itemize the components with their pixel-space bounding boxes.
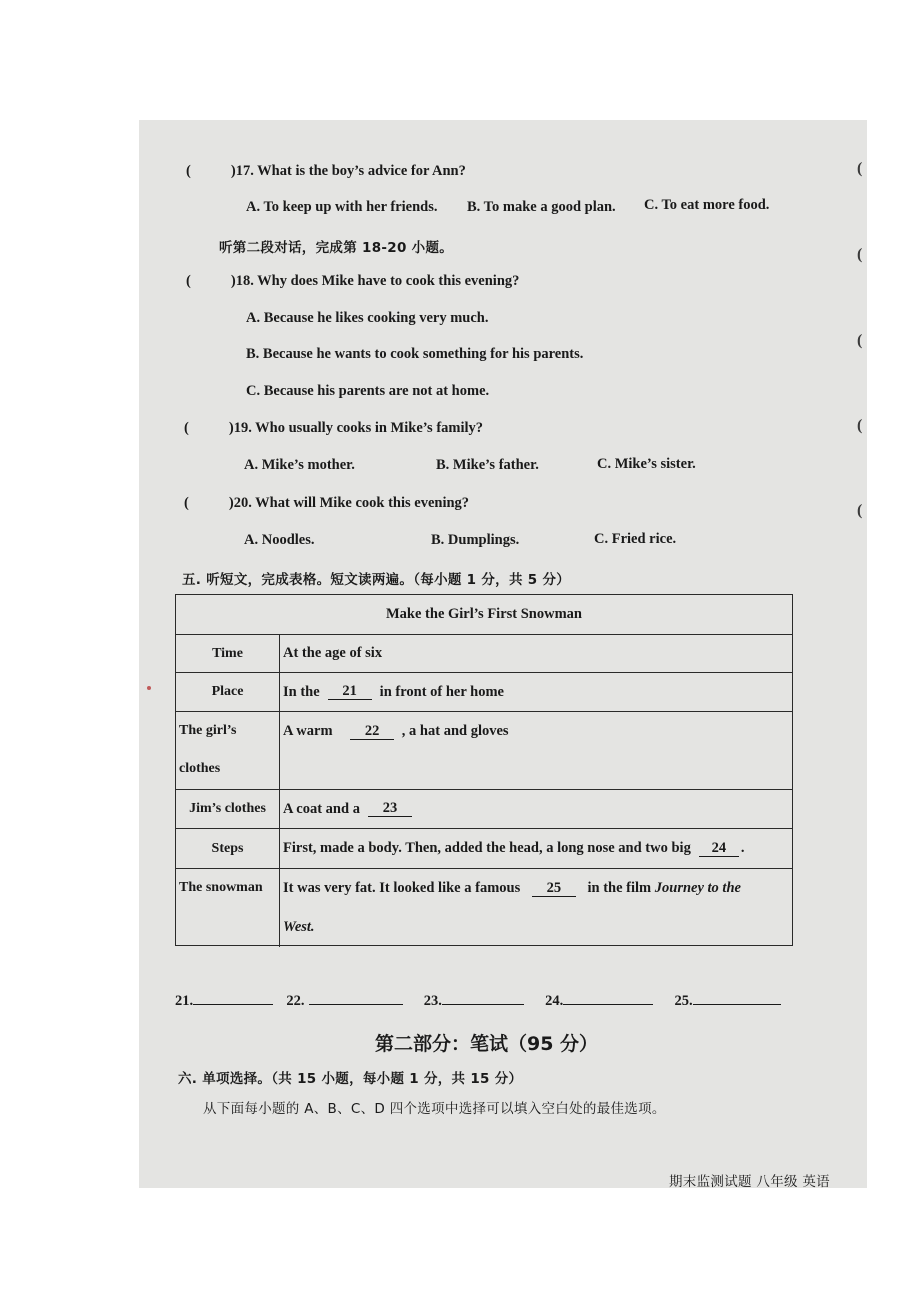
- cut-off-paren: (: [857, 246, 863, 263]
- q19-option-a: A. Mike’s mother.: [244, 457, 355, 473]
- table-row-girl-clothes: [176, 712, 792, 790]
- question-19: ( )19. Who usually cooks in Mike’s family?: [184, 420, 484, 436]
- section6-heading: 六. 单项选择。（共 15 小题，每小题 1 分，共 15 分）: [178, 1071, 523, 1087]
- girl-clothes-label: The girl’s clothes: [176, 712, 280, 789]
- q20-option-c: C. Fried rice.: [594, 531, 677, 547]
- q20-option-b: B. Dumplings.: [431, 532, 520, 548]
- ink-dot: [147, 686, 151, 690]
- place-label: Place: [176, 673, 280, 711]
- question-17: ( )17. What is the boy’s advice for Ann?: [186, 163, 466, 179]
- table-title: Make the Girl’s First Snowman: [176, 595, 792, 635]
- section2-instruction: 听第二段对话，完成第 18-20 小题。: [219, 240, 454, 256]
- steps-value: First, made a body. Then, added the head, a long nose and two big 24 .: [283, 839, 745, 856]
- table-row-snowman: [176, 869, 792, 947]
- q18-option-b: B. Because he wants to cook something for his parents.: [246, 346, 584, 362]
- cut-off-paren: (: [857, 502, 863, 519]
- q19-option-c: C. Mike’s sister.: [597, 456, 696, 472]
- cut-off-paren: (: [857, 332, 863, 349]
- time-value: At the age of six: [283, 645, 383, 661]
- answer-24[interactable]: 24.: [545, 993, 653, 1009]
- blank-25: 25: [532, 881, 576, 897]
- page-footer: 期末监测试题 八年级 英语: [669, 1174, 830, 1188]
- question-18: ( )18. Why does Mike have to cook this evening?: [186, 273, 520, 289]
- q20-option-a: A. Noodles.: [244, 532, 315, 548]
- q18-option-a: A. Because he likes cooking very much.: [246, 310, 489, 326]
- steps-label: Steps: [176, 829, 280, 868]
- girl-clothes-value: A warm 22 , a hat and gloves: [283, 723, 509, 739]
- cut-off-paren: (: [857, 417, 863, 434]
- answer-25[interactable]: 25.: [675, 993, 781, 1009]
- question-20: ( )20. What will Mike cook this evening?: [184, 495, 470, 511]
- snowman-value: It was very fat. It looked like a famous 25 in the film Journey to the West.: [283, 880, 741, 935]
- section6-instruction: 从下面每小题的 A、B、C、D 四个选项中选择可以填入空白处的最佳选项。: [203, 1101, 666, 1117]
- q18-option-c: C. Because his parents are not at home.: [246, 383, 490, 399]
- jim-clothes-label: Jim’s clothes: [176, 790, 280, 828]
- answer-row: [175, 990, 781, 1010]
- part2-title: 第二部分：笔试（95 分）: [375, 1033, 599, 1055]
- exam-page: [139, 120, 867, 1188]
- answer-23[interactable]: 23.: [424, 993, 524, 1009]
- snowman-label: The snowman: [176, 869, 280, 947]
- answer-21[interactable]: 21.: [175, 993, 273, 1009]
- answer-22[interactable]: 22.: [286, 993, 402, 1009]
- table-row-jim-clothes: [176, 790, 792, 829]
- place-value: In the 21 in front of her home: [283, 683, 504, 700]
- table-row-time: [176, 635, 792, 673]
- blank-24: 24: [699, 841, 739, 857]
- section5-heading: 五. 听短文，完成表格。短文读两遍。（每小题 1 分，共 5 分）: [182, 572, 571, 588]
- time-label: Time: [176, 635, 280, 672]
- table-row-steps: [176, 829, 792, 869]
- blank-23: 23: [368, 801, 412, 817]
- blank-22: 22: [350, 724, 394, 740]
- table-row-place: [176, 673, 792, 712]
- jim-clothes-value: A coat and a 23: [283, 790, 792, 828]
- q17-option-a: A. To keep up with her friends.: [246, 199, 438, 215]
- cut-off-paren: (: [857, 160, 863, 177]
- q17-option-b: B. To make a good plan.: [467, 199, 616, 215]
- snowman-table: [175, 594, 793, 946]
- q17-option-c: C. To eat more food.: [644, 197, 770, 213]
- blank-21: 21: [328, 684, 372, 700]
- q19-option-b: B. Mike’s father.: [436, 457, 539, 473]
